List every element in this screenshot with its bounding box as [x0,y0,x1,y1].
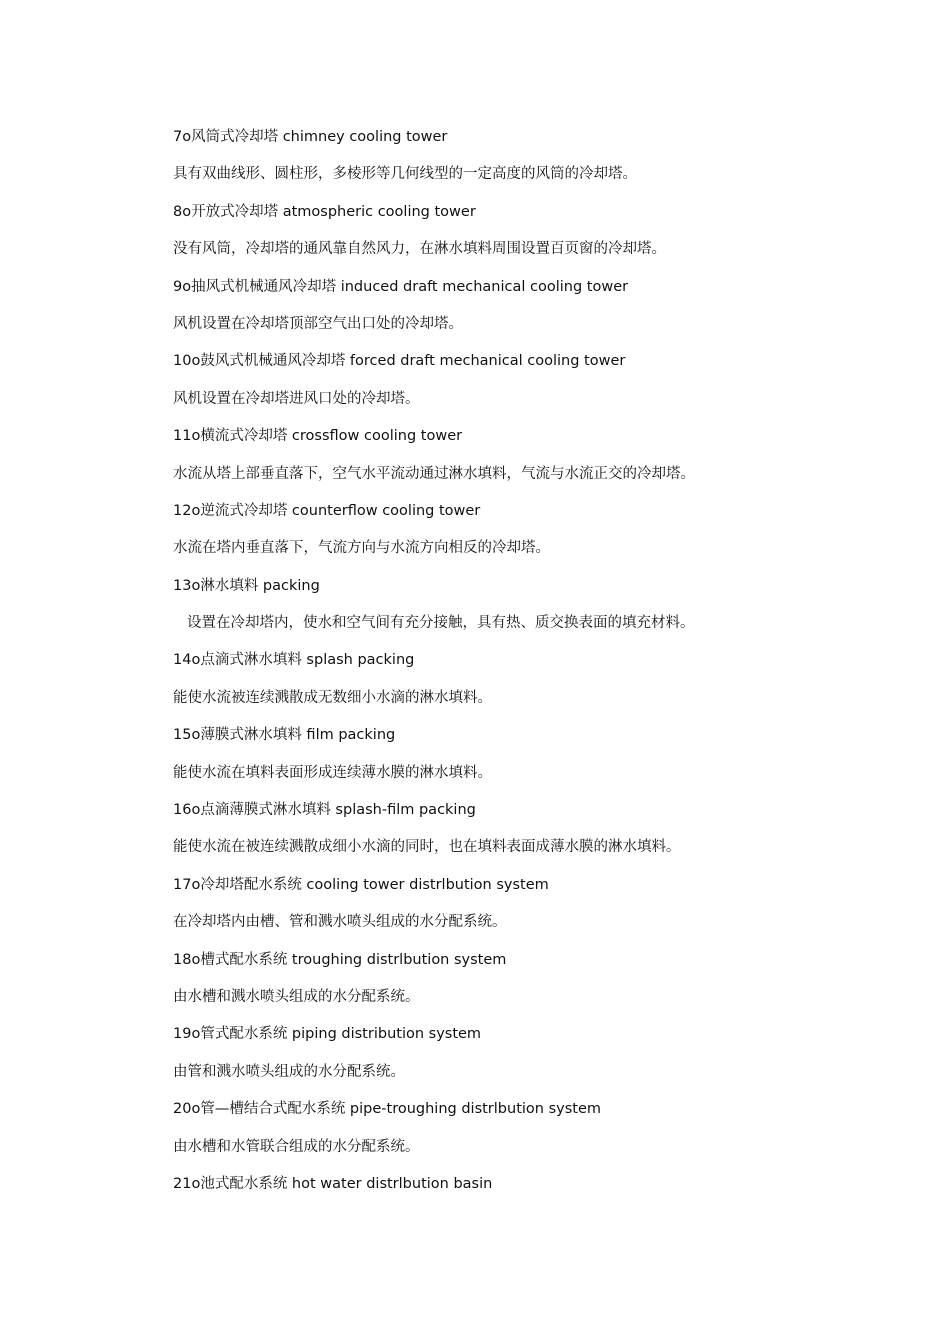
definition-8: 没有风筒，冷却塔的通风靠自然风力，在淋水填料周围设置百页窗的冷却塔。 [173,241,666,258]
glossary-content [173,126,893,1210]
term-20: 20ο管—槽结合式配水系统 pipe-troughing distrlbution system [173,1101,601,1118]
term-18: 18ο槽式配水系统 troughing distrlbution system [173,951,507,968]
definition-7: 具有双曲线形、圆柱形，多棱形等几何线型的一定高度的风筒的冷却塔。 [173,166,637,183]
definition-12: 水流在塔内垂直落下，气流方向与水流方向相反的冷却塔。 [173,540,550,557]
term-12: 12ο逆流式冷却塔 counterflow cooling tower [173,502,481,519]
term-17: 17ο冷却塔配水系统 cooling tower distrlbution system [173,876,549,893]
term-7: 7ο风筒式冷却塔 chimney cooling tower [173,129,448,145]
definition-11: 水流从塔上部垂直落下，空气水平流动通过淋水填料，气流与水流正交的冷却塔。 [173,465,695,482]
definition-15: 能使水流在填料表面形成连续薄水膜的淋水填料。 [173,764,492,781]
term-8: 8ο开放式冷却塔 atmospheric cooling tower [173,203,476,220]
term-10: 10ο鼓风式机械通风冷却塔 forced draft mechanical cooling tower [173,353,626,370]
definition-19: 由管和溅水喷头组成的水分配系统。 [173,1063,405,1080]
definition-10: 风机设置在冷却塔进风口处的冷却塔。 [173,390,420,407]
term-14: 14ο点滴式淋水填料 splash packing [173,652,415,669]
definition-20: 由水槽和水管联合组成的水分配系统。 [173,1138,420,1155]
term-19: 19ο管式配水系统 piping distribution system [173,1026,482,1043]
term-15: 15ο薄膜式淋水填料 film packing [173,727,396,744]
definition-9: 风机设置在冷却塔顶部空气出口处的冷却塔。 [173,315,463,332]
definition-18: 由水槽和溅水喷头组成的水分配系统。 [173,988,420,1005]
definition-13: 设置在冷却塔内，使水和空气间有充分接触，具有热、质交换表面的填充材料。 [187,615,695,632]
term-21: 21ο池式配水系统 hot water distrlbution basin [173,1175,493,1192]
term-11: 11ο横流式冷却塔 crossflow cooling tower [173,428,463,445]
definition-17: 在冷却塔内由槽、管和溅水喷头组成的水分配系统。 [173,914,507,931]
term-13: 13ο淋水填料 packing [173,577,320,594]
term-9: 9ο抽风式机械通风冷却塔 induced draft mechanical cooling tower [173,278,629,295]
definition-16: 能使水流在被连续溅散成细小水滴的同时，也在填料表面成薄水膜的淋水填料。 [173,839,681,856]
definition-14: 能使水流被连续溅散成无数细小水滴的淋水填料。 [173,689,492,706]
term-16: 16ο点滴薄膜式淋水填料 splash-film packing [173,802,476,819]
